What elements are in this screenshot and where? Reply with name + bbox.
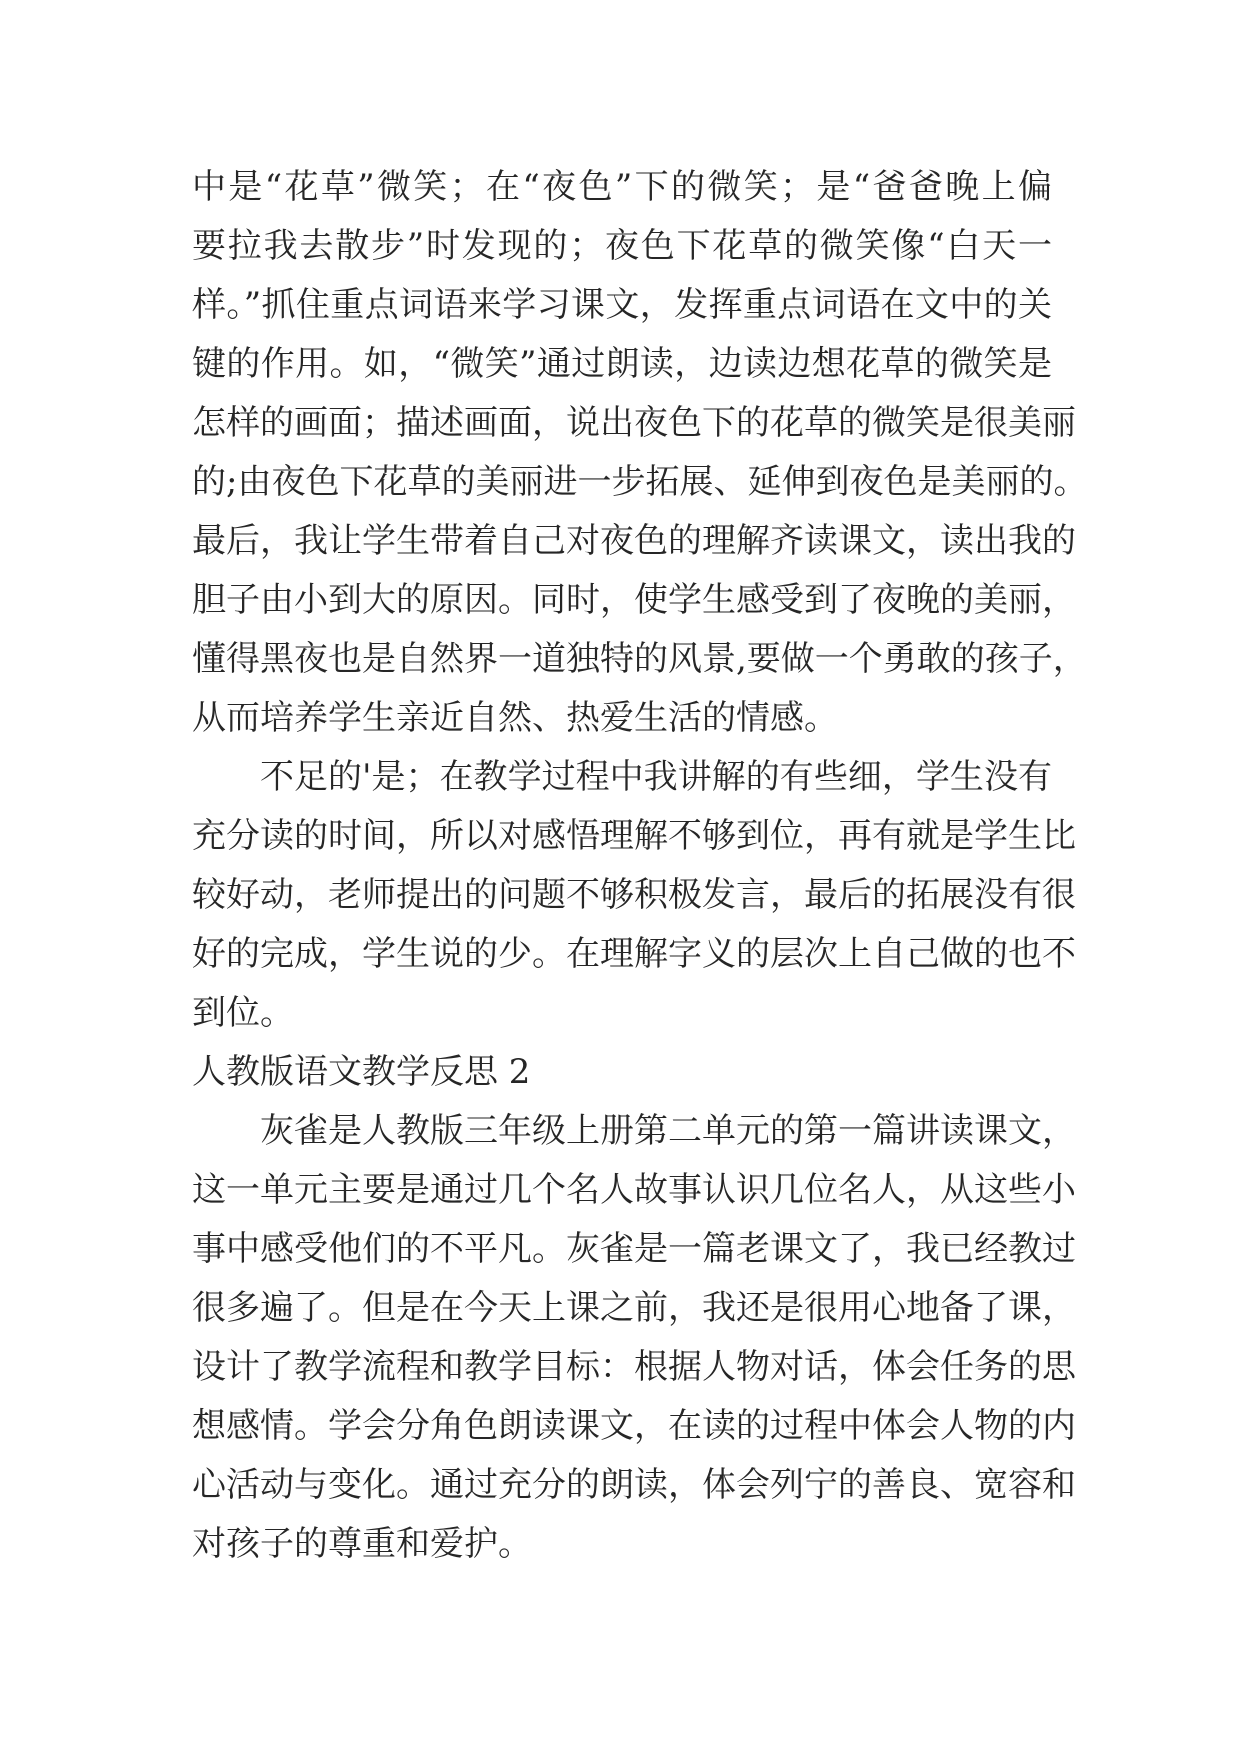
- document-body: [192, 158, 1088, 1574]
- paragraph-2-line: 不足的'是；在教学过程中我讲解的有些细，学生没有: [260, 757, 1052, 797]
- paragraph-1-line: 怎样的画面；描述画面，说出夜色下的花草的微笑是很美丽: [192, 403, 1076, 443]
- paragraph-1-line: 胆子由小到大的原因。同时，使学生感受到了夜晚的美丽，: [192, 580, 1076, 620]
- paragraph-1-line: 的;由夜色下花草的美丽进一步拓展、延伸到夜色是美丽的。: [192, 462, 1088, 502]
- paragraph-1-line: 中是“花草”微笑；在“夜色”下的微笑；是“爸爸晚上偏: [192, 167, 1052, 207]
- paragraph-2-line: 好的完成，学生说的少。在理解字义的层次上自己做的也不: [192, 934, 1076, 974]
- section-heading: 人教版语文教学反思 2: [192, 1052, 531, 1092]
- paragraph-2-line: 较好动，老师提出的问题不够积极发言，最后的拓展没有很: [192, 875, 1076, 915]
- paragraph-3-line: 心活动与变化。通过充分的朗读，体会列宁的善良、宽容和: [192, 1465, 1076, 1505]
- paragraph-1-line: 最后，我让学生带着自己对夜色的理解齐读课文，读出我的: [192, 521, 1076, 561]
- paragraph-3-line: 想感情。学会分角色朗读课文，在读的过程中体会人物的内: [192, 1406, 1076, 1446]
- paragraph-1-line: 样。”抓住重点词语来学习课文，发挥重点词语在文中的关: [192, 285, 1052, 325]
- paragraph-1-line: 懂得黑夜也是自然界一道独特的风景,要做一个勇敢的孩子，: [192, 639, 1087, 679]
- paragraph-2-line: 充分读的时间，所以对感悟理解不够到位，再有就是学生比: [192, 816, 1076, 856]
- paragraph-3-line: 设计了教学流程和教学目标：根据人物对话，体会任务的思: [192, 1347, 1076, 1387]
- paragraph-3-line: 很多遍了。但是在今天上课之前，我还是很用心地备了课，: [192, 1288, 1076, 1328]
- paragraph-3-line: 这一单元主要是通过几个名人故事认识几位名人，从这些小: [192, 1170, 1076, 1210]
- paragraph-3-line: 灰雀是人教版三年级上册第二单元的第一篇讲读课文，: [260, 1111, 1076, 1151]
- paragraph-1-line: 要拉我去散步”时发现的；夜色下花草的微笑像“白天一: [192, 226, 1052, 266]
- paragraph-2-line: 到位。: [192, 993, 294, 1033]
- paragraph-1-line: 从而培养学生亲近自然、热爱生活的情感。: [192, 698, 838, 738]
- paragraph-3-line: 对孩子的尊重和爱护。: [192, 1524, 532, 1564]
- paragraph-3-line: 事中感受他们的不平凡。灰雀是一篇老课文了，我已经教过: [192, 1229, 1076, 1269]
- paragraph-1-line: 键的作用。如，“微笑”通过朗读，边读边想花草的微笑是: [192, 344, 1052, 384]
